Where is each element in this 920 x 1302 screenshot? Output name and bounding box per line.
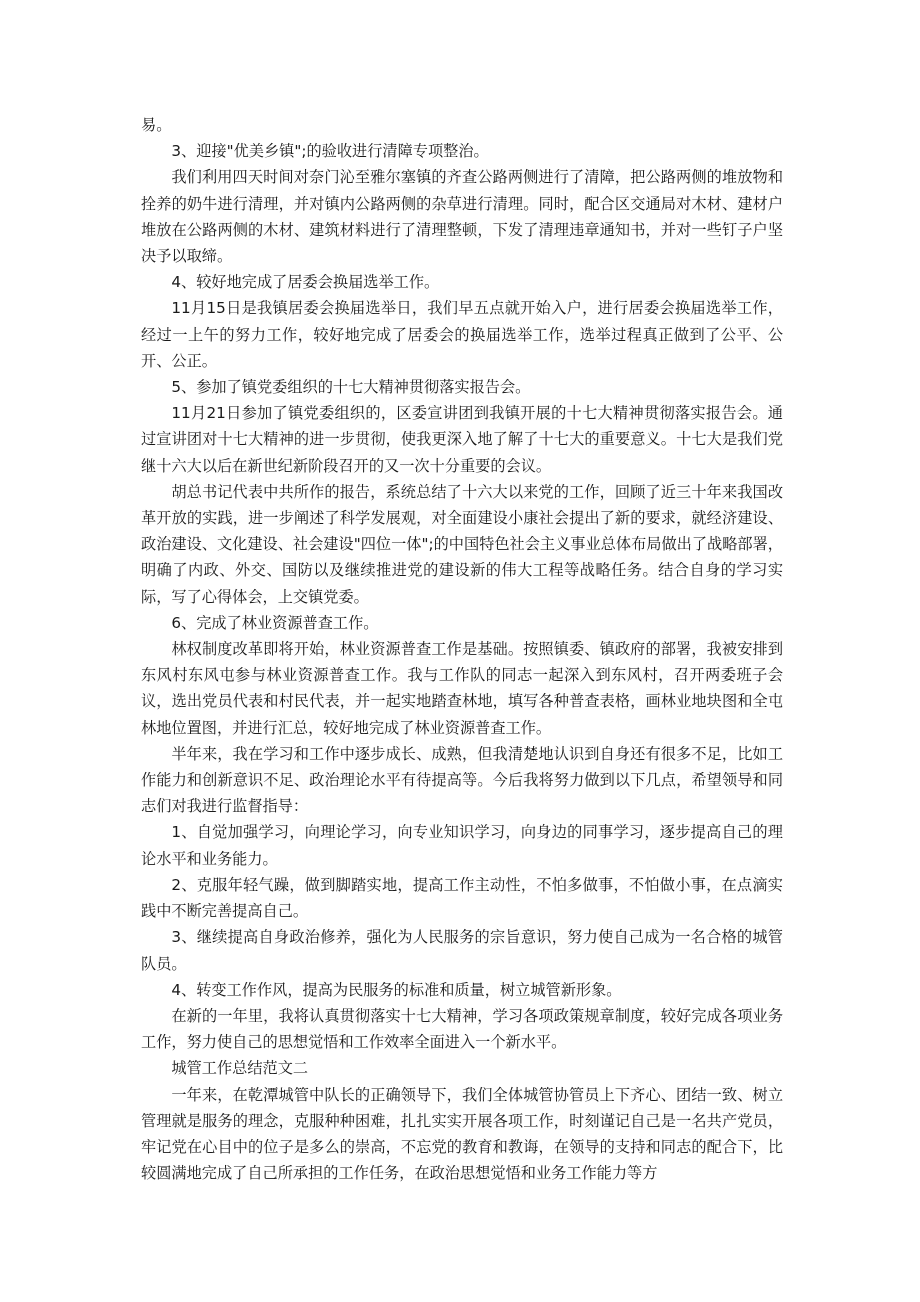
document-body [141, 112, 783, 1186]
list-item: 2、克服年轻气躁，做到脚踏实地，提高工作主动性，不怕多做事，不怕做小事，在点滴实践中不断完善提高自己。 [141, 875, 783, 921]
item-heading-6: 6、完成了林业资源普查工作。 [171, 613, 379, 632]
paragraph: 在新的一年里，我将认真贯彻落实十七大精神，学习各项政策规章制度，较好完成各项业务工作，努力使自己的思想觉悟和工作效率全面进入一个新水平。 [141, 1006, 783, 1052]
item-heading-5: 5、参加了镇党委组织的十七大精神贯彻落实报告会。 [171, 378, 531, 397]
item-heading-4: 4、较好地完成了居委会换届选举工作。 [171, 273, 440, 292]
section-title: 城管工作总结范文二 [171, 1059, 309, 1078]
list-item: 3、继续提高自身政治修养，强化为人民服务的宗旨意识，努力使自己成为一名合格的城管队员。 [141, 928, 783, 973]
list-item: 4、转变工作作风，提高为民服务的标准和质量，树立城管新形象。 [171, 980, 622, 999]
paragraph: 我们利用四天时间对奈门沁至雅尔塞镇的齐查公路两侧进行了清障，把公路两侧的堆放物和拴养的奶牛进行清理，并对镇内公路两侧的杂草进行清理。同时，配合区交通局对木材、建材户堆放在公路两侧的木材、建筑材料进行了清理整顿，下发了清理违章通知书，并对一些钉子户坚决予以取缔。 [141, 168, 783, 266]
paragraph: 11月21日参加了镇党委组织的，区委宣讲团到我镇开展的十七大精神贯彻落实报告会。通过宣讲团对十七大精神的进一步贯彻，使我更深入地了解了十七大的重要意义。十七大是我们党继十六大以后在新世纪新阶段召开的又一次十分重要的会议。 [141, 404, 783, 475]
paragraph: 一年来，在乾潭城管中队长的正确领导下，我们全体城管协管员上下齐心、团结一致、树立管理就是服务的理念，克服种种困难，扎扎实实开展各项工作，时刻谨记自己是一名共产党员，牢记党在心目中的位子是多么的崇高，不忘党的教育和教诲，在领导的支持和同志的配合下，比较圆满地完成了自己所承担的工作任务，在政治思想觉悟和业务工作能力等方 [141, 1085, 783, 1183]
paragraph: 胡总书记代表中共所作的报告，系统总结了十六大以来党的工作，回顾了近三十年来我国改革开放的实践，进一步阐述了科学发展观，对全面建设小康社会提出了新的要求，就经济建设、政治建设、文化建设、社会建设"四位一体";的中国特色社会主义事业总体布局做出了战略部署，明确了内政、外交、国防以及继续推进党的建设新的伟大工程等战略任务。结合自身的学习实际，写了心得体会，上交镇党委。 [141, 482, 783, 606]
paragraph: 林权制度改革即将开始，林业资源普查工作是基础。按照镇委、镇政府的部署，我被安排到东风村东风屯参与林业资源普查工作。我与工作队的同志一起深入到东风村，召开两委班子会议，选出党员代表和村民代表，并一起实地踏查林地，填写各种普查表格，画林业地块图和全屯林地位置图，并进行汇总，较好地完成了林业资源普查工作。 [141, 640, 783, 737]
item-heading-3: 3、迎接"优美乡镇";的验收进行清障专项整治。 [171, 142, 489, 161]
paragraph-continuation: 易。 [141, 116, 172, 134]
paragraph: 11月15日是我镇居委会换届选举日，我们早五点就开始入户，进行居委会换届选举工作，经过一上午的努力工作，较好地完成了居委会的换届选举工作，选举过程真正做到了公平、公开、公正。 [141, 299, 783, 370]
list-item: 1、自觉加强学习，向理论学习，向专业知识学习，向身边的同事学习，逐步提高自己的理论水平和业务能力。 [141, 823, 783, 868]
paragraph: 半年来，我在学习和工作中逐步成长、成熟，但我清楚地认识到自身还有很多不足，比如工作能力和创新意识不足、政治理论水平有待提高等。今后我将努力做到以下几点，希望领导和同志们对我进行监督指导： [141, 744, 783, 816]
